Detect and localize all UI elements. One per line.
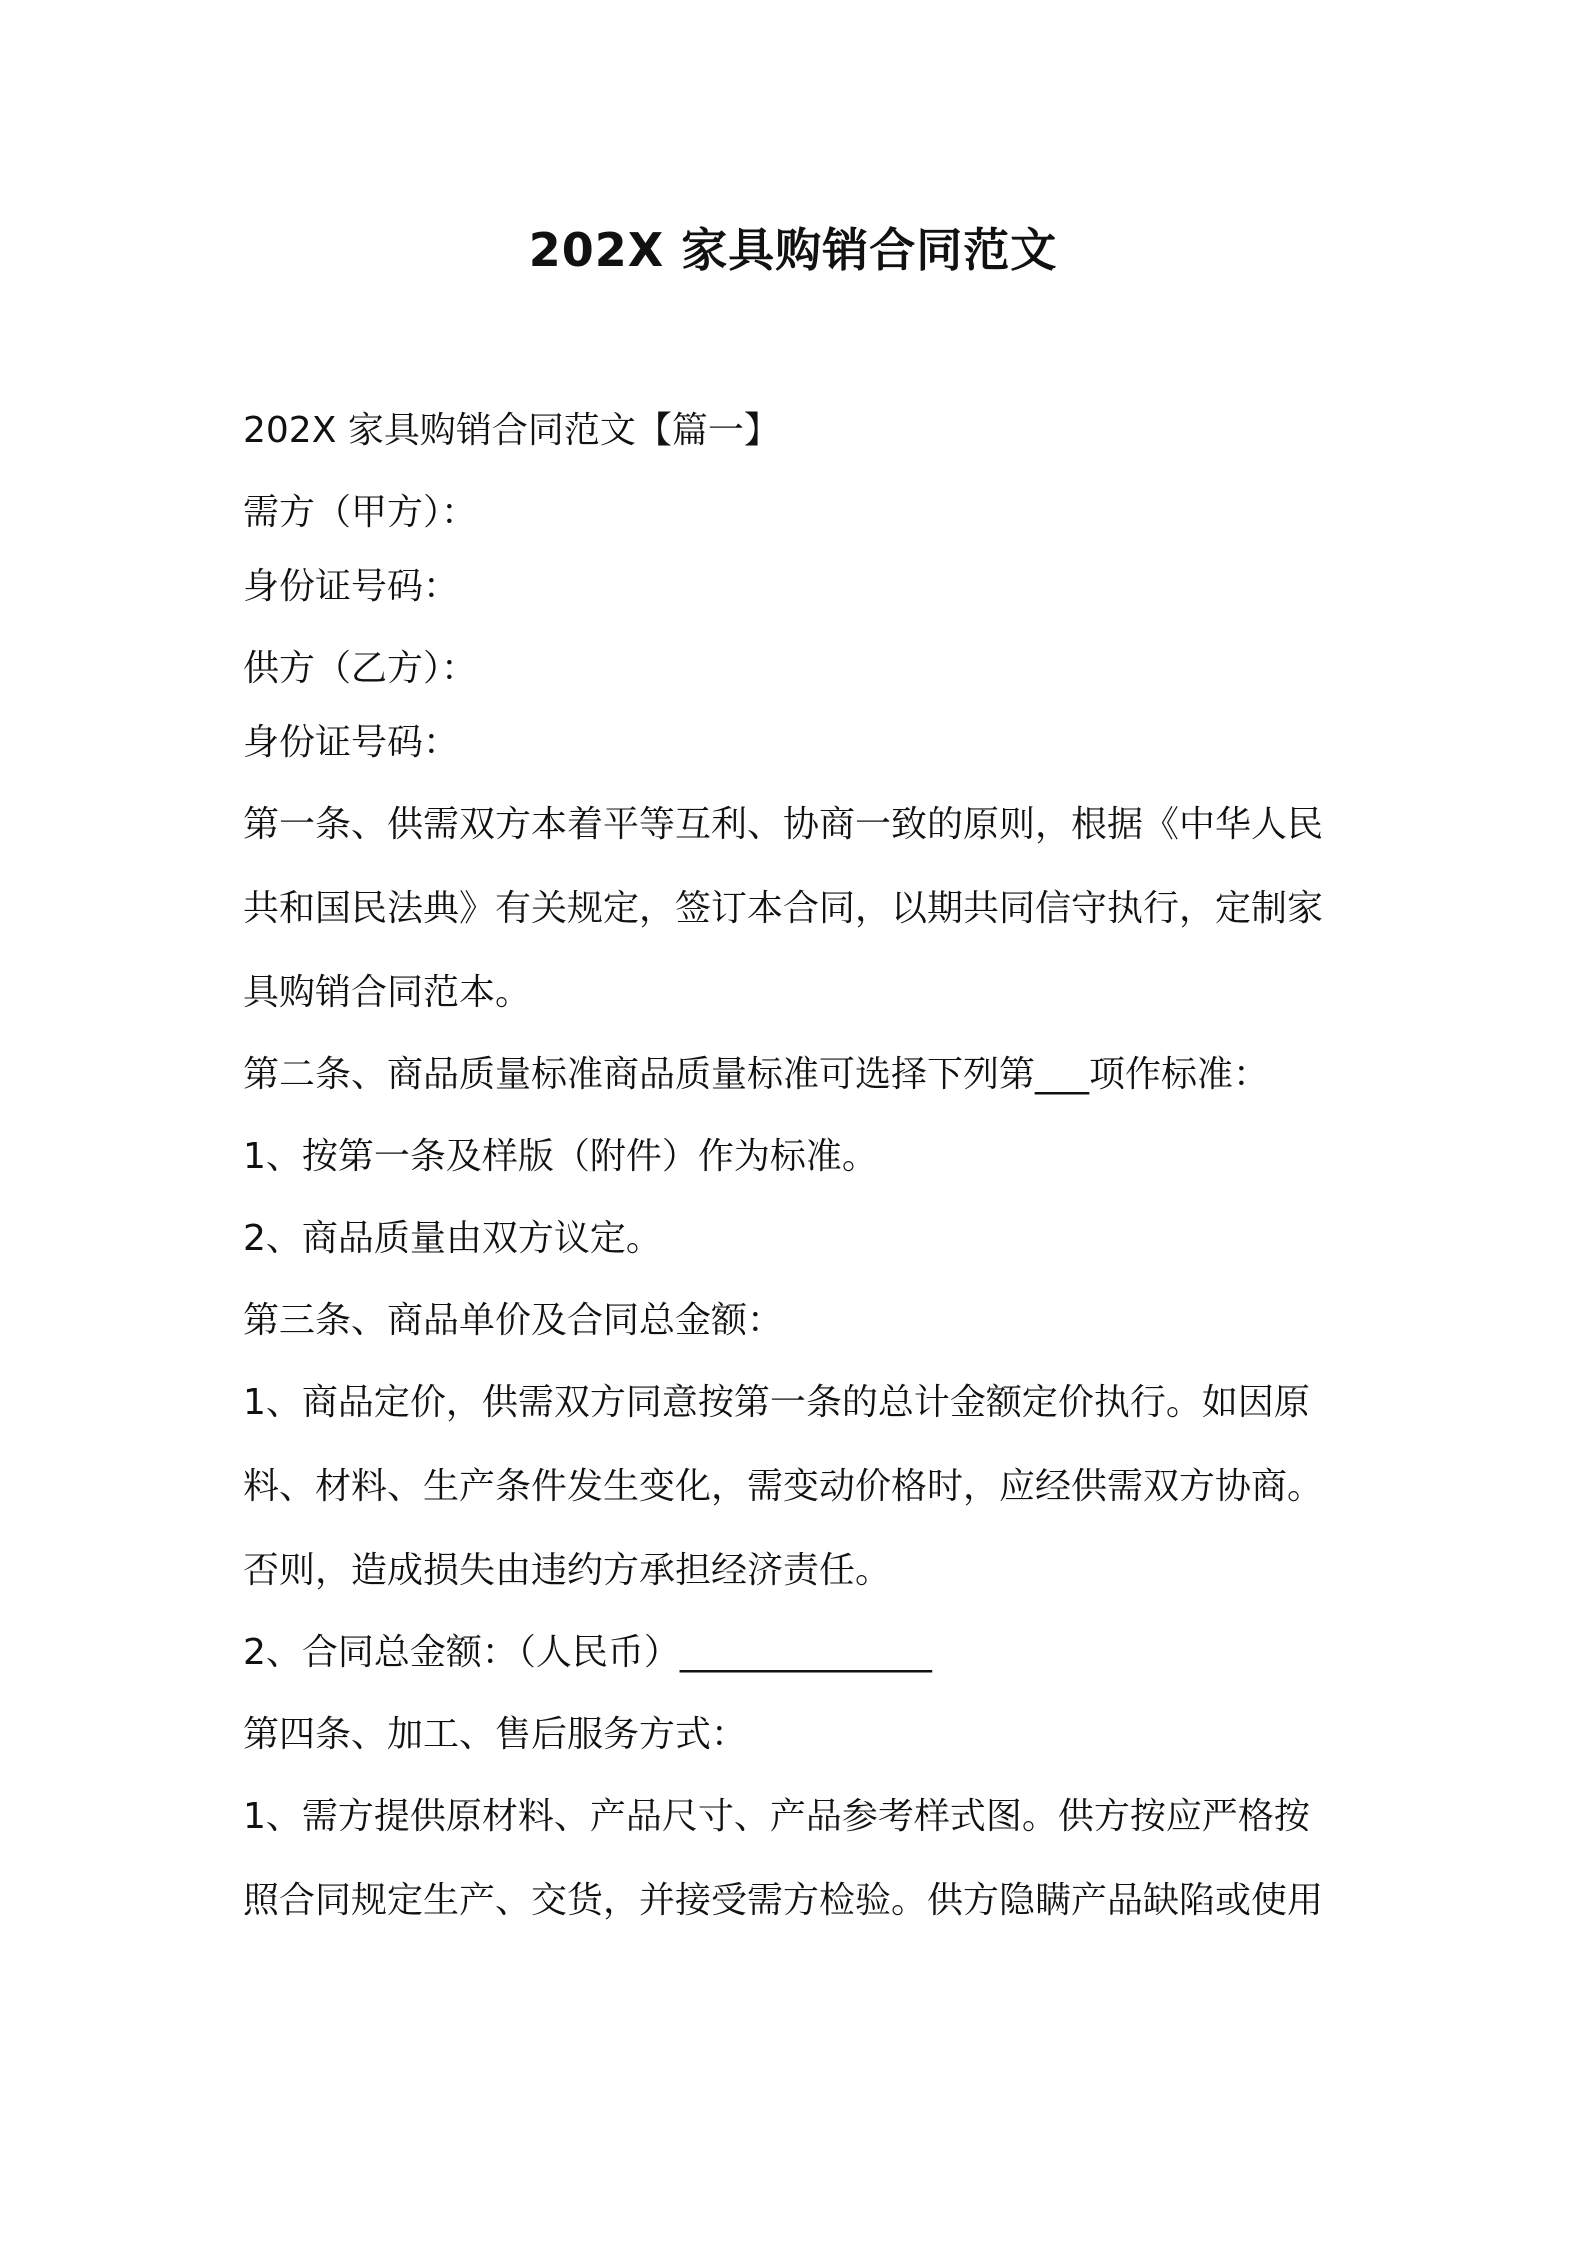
article-4-heading: 第四条、加工、售后服务方式： [243,1714,748,1755]
article-2-item-2: 2、商品质量由双方议定。 [243,1218,662,1259]
article-2-item-1: 1、按第一条及样版（附件）作为标准。 [243,1136,878,1177]
article-4-item-1-line: 照合同规定生产、交货，并接受需方检验。供方隐瞒产品缺陷或使用 [243,1880,1324,1921]
article-4-item-1 [243,1796,1351,1922]
document-body [243,410,1351,1922]
article-1-line: 共和国民法典》有关规定，签订本合同，以期共同信守执行，定制家 [243,888,1324,929]
article-3-item-1 [243,1382,1351,1592]
article-3-item-1-line: 料、材料、生产条件发生变化，需变动价格时，应经供需双方协商。 [243,1466,1324,1507]
article-1 [243,804,1351,1014]
article-2-heading: 第二条、商品质量标准商品质量标准可选择下列第___项作标准： [243,1054,1270,1095]
article-3-item-2: 2、合同总金额：（人民币）______________ [243,1632,932,1673]
party-a-id-label: 身份证号码： [243,566,460,607]
party-b-label: 供方（乙方）： [243,648,478,689]
article-3-heading: 第三条、商品单价及合同总金额： [243,1300,784,1341]
document-title: 202X 家具购销合同范文 [528,223,1058,277]
party-b-id-label: 身份证号码： [243,722,460,763]
article-3-item-1-line: 1、商品定价，供需双方同意按第一条的总计金额定价执行。如因原 [243,1382,1310,1423]
article-1-line: 具购销合同范本。 [243,972,532,1013]
article-4-item-1-line: 1、需方提供原材料、产品尺寸、产品参考样式图。供方按应严格按 [243,1796,1310,1837]
article-3-item-1-line: 否则，造成损失由违约方承担经济责任。 [243,1550,892,1591]
party-a-label: 需方（甲方）： [243,492,478,533]
section-subtitle: 202X 家具购销合同范文【篇一】 [243,410,780,451]
article-1-line: 第一条、供需双方本着平等互利、协商一致的原则，根据《中华人民 [243,804,1324,845]
